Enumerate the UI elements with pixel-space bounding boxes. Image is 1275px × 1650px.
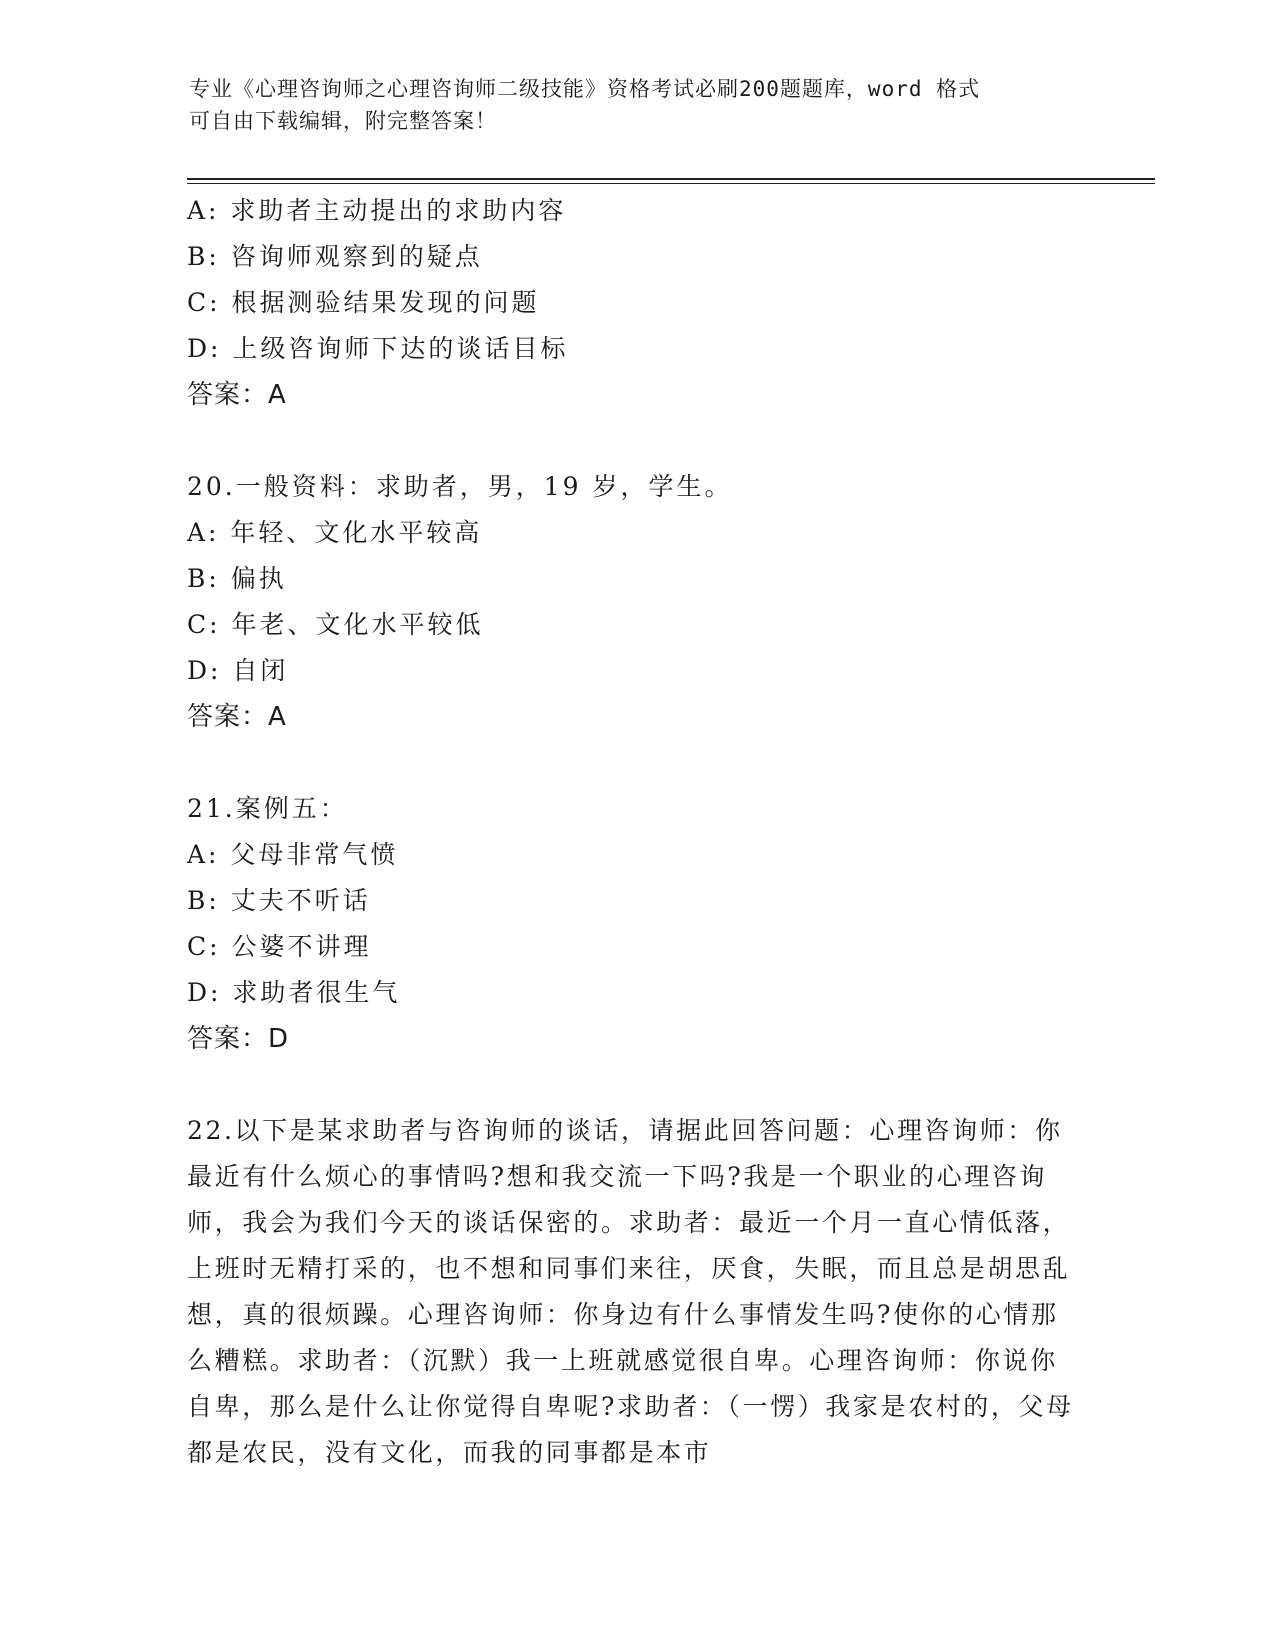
question-stem: 21.案例五： <box>187 794 348 823</box>
spacer <box>187 740 1087 786</box>
question-19 <box>187 188 1087 418</box>
header-rule-thick <box>187 178 1155 180</box>
document-body <box>187 188 1087 1476</box>
answer-label: 答案：D <box>187 1024 290 1054</box>
header-line-2: 可自由下载编辑，附完整答案！ <box>189 109 497 133</box>
option-a: A: 求助者主动提出的求助内容 <box>187 196 567 225</box>
answer-label: 答案：A <box>187 702 287 732</box>
option-d: D: 自闭 <box>187 656 289 685</box>
option-d: D: 上级咨询师下达的谈话目标 <box>187 334 569 363</box>
question-stem: 20.一般资料：求助者，男，19 岁，学生。 <box>187 472 733 501</box>
option-c: C: 根据测验结果发现的问题 <box>187 288 540 317</box>
option-a: A: 父母非常气愤 <box>187 840 399 869</box>
question-21 <box>187 786 1087 1062</box>
option-c: C: 公婆不讲理 <box>187 932 372 961</box>
option-c: C: 年老、文化水平较低 <box>187 610 484 639</box>
spacer <box>187 418 1087 464</box>
answer-label: 答案：A <box>187 380 287 410</box>
option-a: A: 年轻、文化水平较高 <box>187 518 483 547</box>
option-d: D: 求助者很生气 <box>187 978 401 1007</box>
option-b: B: 偏执 <box>187 564 287 593</box>
header-rule-thin <box>187 183 1155 184</box>
option-b: B: 咨询师观察到的疑点 <box>187 242 483 271</box>
header-line-1: 专业《心理咨询师之心理咨询师二级技能》资格考试必刷200题题库，word 格式 <box>189 77 981 101</box>
option-b: B: 丈夫不听话 <box>187 886 371 915</box>
document-header <box>189 73 1079 137</box>
spacer <box>187 1062 1087 1108</box>
question-22-text: 22.以下是某求助者与咨询师的谈话，请据此回答问题：心理咨询师：你最近有什么烦心的事情吗?想和我交流一下吗?我是一个职业的心理咨询师，我会为我们今天的谈话保密的。求助者：最近一个月一直心情低落，上班时无精打采的，也不想和同事们来往，厌食，失眠，而且总是胡思乱想，真的很烦躁。心理咨询师：你身边有什么事情发生吗?使你的心情那么糟糕。求助者：（沉默）我一上班就感觉很自卑。心理咨询师：你说你自卑，那么是什么让你觉得自卑呢?求助者：（一愣）我家是农村的，父母都是农民，没有文化，而我的同事都是本市 <box>187 1116 1074 1467</box>
question-20 <box>187 464 1087 740</box>
